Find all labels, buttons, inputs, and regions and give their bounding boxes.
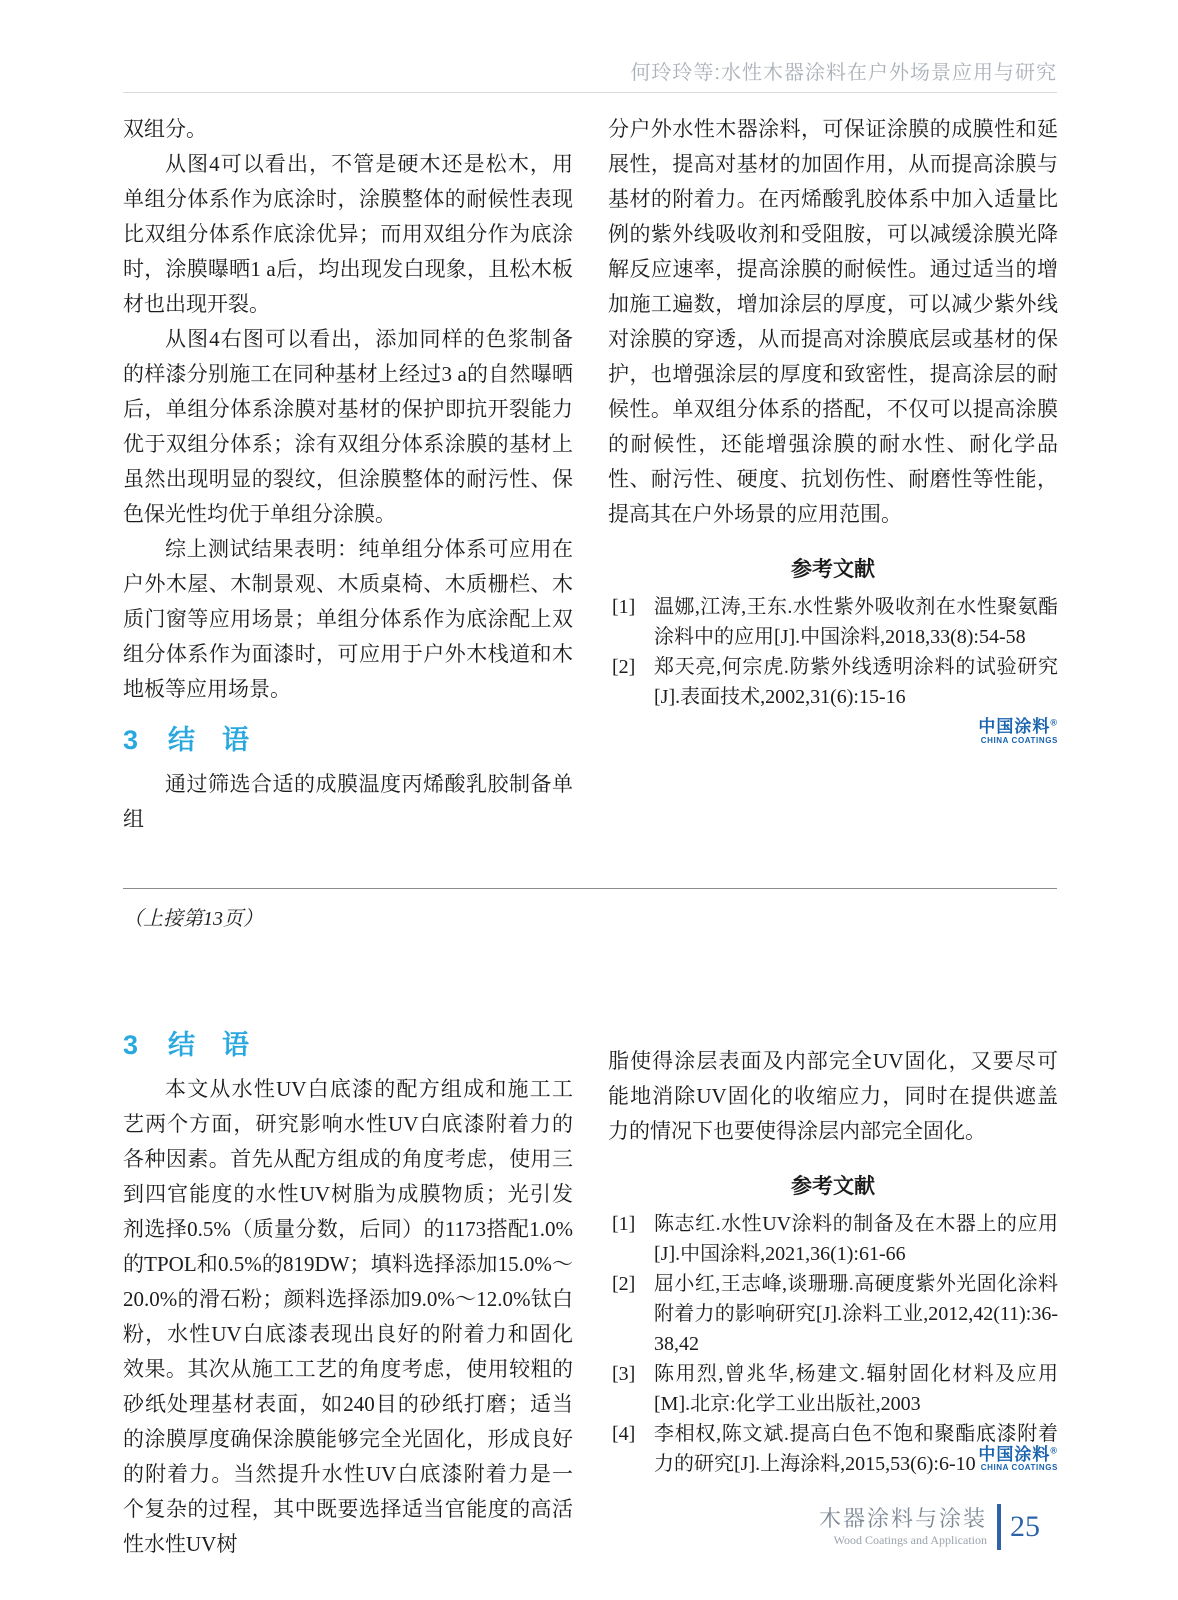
china-coatings-logo-inner [978, 1446, 1058, 1473]
footer-page-number: 25 [1010, 1510, 1040, 1543]
section-heading-conclusion [123, 1028, 573, 1062]
paragraph: 综上测试结果表明：纯单组分体系可应用在户外木屋、木制景观、木质桌椅、木质栅栏、木质门窗等应用场景；单组分体系作为底涂配上双组分体系作为面漆时，可应用于户外木栈道和木地板等应用场景。 [123, 537, 573, 701]
article2-left-column [123, 1022, 573, 1562]
section-title: 结 语 [168, 725, 250, 755]
references-title: 参考文献 [791, 1174, 875, 1198]
reference-label: [1] [612, 596, 636, 618]
footer-journal-block [819, 1506, 987, 1548]
section-title: 结 语 [168, 1030, 250, 1060]
reference-label: [3] [612, 1363, 636, 1385]
article2-right-column [608, 1022, 1058, 1562]
header-rule [123, 92, 1057, 93]
reference-list [608, 592, 1058, 712]
reference-text: 陈志红.水性UV涂料的制备及在木器上的应用[J].中国涂料,2021,36(1):61-66 [654, 1213, 1058, 1265]
page-footer [819, 1504, 1040, 1550]
section-number: 3 [123, 1030, 139, 1060]
reference-item [608, 1209, 1058, 1269]
logo-cn-text [608, 718, 1058, 737]
references-title: 参考文献 [791, 557, 875, 581]
logo-cn-label: 中国涂料 [978, 717, 1051, 736]
section-number: 3 [123, 725, 139, 755]
logo-en-text: CHINA COATINGS [980, 735, 1058, 745]
paragraph: 从图4右图可以看出，添加同样的色浆制备的样漆分别施工在同种基材上经过3 a的自然曝晒后，单组分体系涂膜对基材的保护即抗开裂能力优于双组分体系；涂有双组分体系涂膜的基材上虽然出现明显的裂纹，但涂膜整体的耐污性、保色保光性均优于单组分涂膜。 [123, 327, 573, 526]
running-head-title: 何玲玲等:水性木器涂料在户外场景应用与研究 [630, 62, 1057, 84]
paragraph: 脂使得涂层表面及内部完全UV固化，又要尽可能地消除UV固化的收缩应力，同时在提供遮盖力的情况下也要使得涂层内部完全固化。 [608, 1049, 1058, 1143]
section-heading-conclusion [123, 723, 573, 757]
footer-divider-bar [997, 1504, 1001, 1550]
article2-section [123, 1022, 1058, 1562]
logo-trademark: ® [1050, 1444, 1058, 1455]
footer-journal-cn: 木器涂料与涂装 [818, 1506, 987, 1531]
logo-trademark: ® [1050, 717, 1058, 728]
reference-item [608, 652, 1058, 712]
reference-label: [1] [612, 1213, 636, 1235]
reference-text: 温娜,江涛,王东.水性紫外吸收剂在水性聚氨酯涂料中的应用[J].中国涂料,2018,33(8):54-58 [654, 596, 1058, 648]
paragraph: 本文从水性UV白底漆的配方组成和施工工艺两个方面，研究影响水性UV白底漆附着力的各种因素。首先从配方组成的角度考虑，使用三到四官能度的水性UV树脂为成膜物质；光引发剂选择0.5%（质量分数，后同）的1173搭配1.0%的TPOL和0.5%的819DW；填料选择添加15.0%～20.0%的滑石粉；颜料选择添加9.0%～12.0%钛白粉，水性UV白底漆表现出良好的附着力和固化效果。其次从施工工艺的角度考虑，使用较粗的砂纸处理基材表面，如240目的砂纸打磨；适当的涂膜厚度确保涂膜能够完全光固化，形成良好的附着力。当然提升水性UV白底漆附着力是一个复杂的过程，其中既要选择适当官能度的高活性水性UV树 [123, 1077, 573, 1556]
reference-text: 陈用烈,曾兆华,杨建文.辐射固化材料及应用[M].北京:化学工业出版社,2003 [654, 1363, 1058, 1415]
paragraph: 从图4可以看出，不管是硬木还是松木，用单组分体系作为底涂时，涂膜整体的耐候性表现比双组分体系作底涂优异；而用双组分作为底涂时，涂膜曝晒1 a后，均出现发白现象，且松木板材也出现开裂。 [123, 152, 573, 316]
paragraph-group [123, 147, 573, 707]
reference-text: 李相权,陈文斌.提高白色不饱和聚酯底漆附着力的研究[J].上海涂料,2015,53(6):6-10 [654, 1423, 1058, 1475]
mid-page-divider [123, 888, 1057, 889]
article1-right-column [608, 112, 1058, 837]
footer-journal-en: Wood Coatings and Application [833, 1533, 987, 1547]
logo-en-text: CHINA COATINGS [980, 1463, 1058, 1473]
reference-item [608, 592, 1058, 652]
reference-list [608, 1209, 1058, 1479]
reference-text: 郑天亮,何宗虎.防紫外线透明涂料的试验研究[J].表面技术,2002,31(6):15-16 [654, 656, 1058, 708]
china-coatings-logo [608, 718, 1058, 745]
continuation-note: （上接第13页） [123, 908, 263, 930]
paragraph: 双组分。 [123, 117, 207, 141]
reference-label: [2] [612, 656, 636, 678]
logo-cn-label: 中国涂料 [978, 1444, 1051, 1464]
reference-label: [4] [612, 1423, 636, 1445]
reference-item [608, 1269, 1058, 1359]
article1-left-column [123, 112, 573, 837]
article1-section [123, 112, 1058, 837]
logo-cn-text [978, 1446, 1058, 1465]
paragraph: 分户外水性木器涂料，可保证涂膜的成膜性和延展性，提高对基材的加固作用，从而提高涂膜与基材的附着力。在丙烯酸乳胶体系中加入适量比例的紫外线吸收剂和受阻胺，可以减缓涂膜光降解反应速率，提高涂膜的耐候性。通过适当的增加施工遍数，增加涂层的厚度，可以减少紫外线对涂膜的穿透，从而提高对涂膜底层或基材的保护，也增强涂层的厚度和致密性，提高涂层的耐候性。单双组分体系的搭配，不仅可以提高涂膜的耐候性，还能增强涂膜的耐水性、耐化学品性、耐污性、硬度、抗划伤性、耐磨性等性能，提高其在户外场景的应用范围。 [608, 117, 1058, 526]
reference-item [608, 1359, 1058, 1419]
paragraph: 通过筛选合适的成膜温度丙烯酸乳胶制备单组 [123, 772, 573, 831]
reference-label: [2] [612, 1273, 636, 1295]
reference-text: 屈小红,王志峰,谈珊珊.高硬度紫外光固化涂料附着力的影响研究[J].涂料工业,2012,42(11):36-38,42 [654, 1273, 1058, 1355]
